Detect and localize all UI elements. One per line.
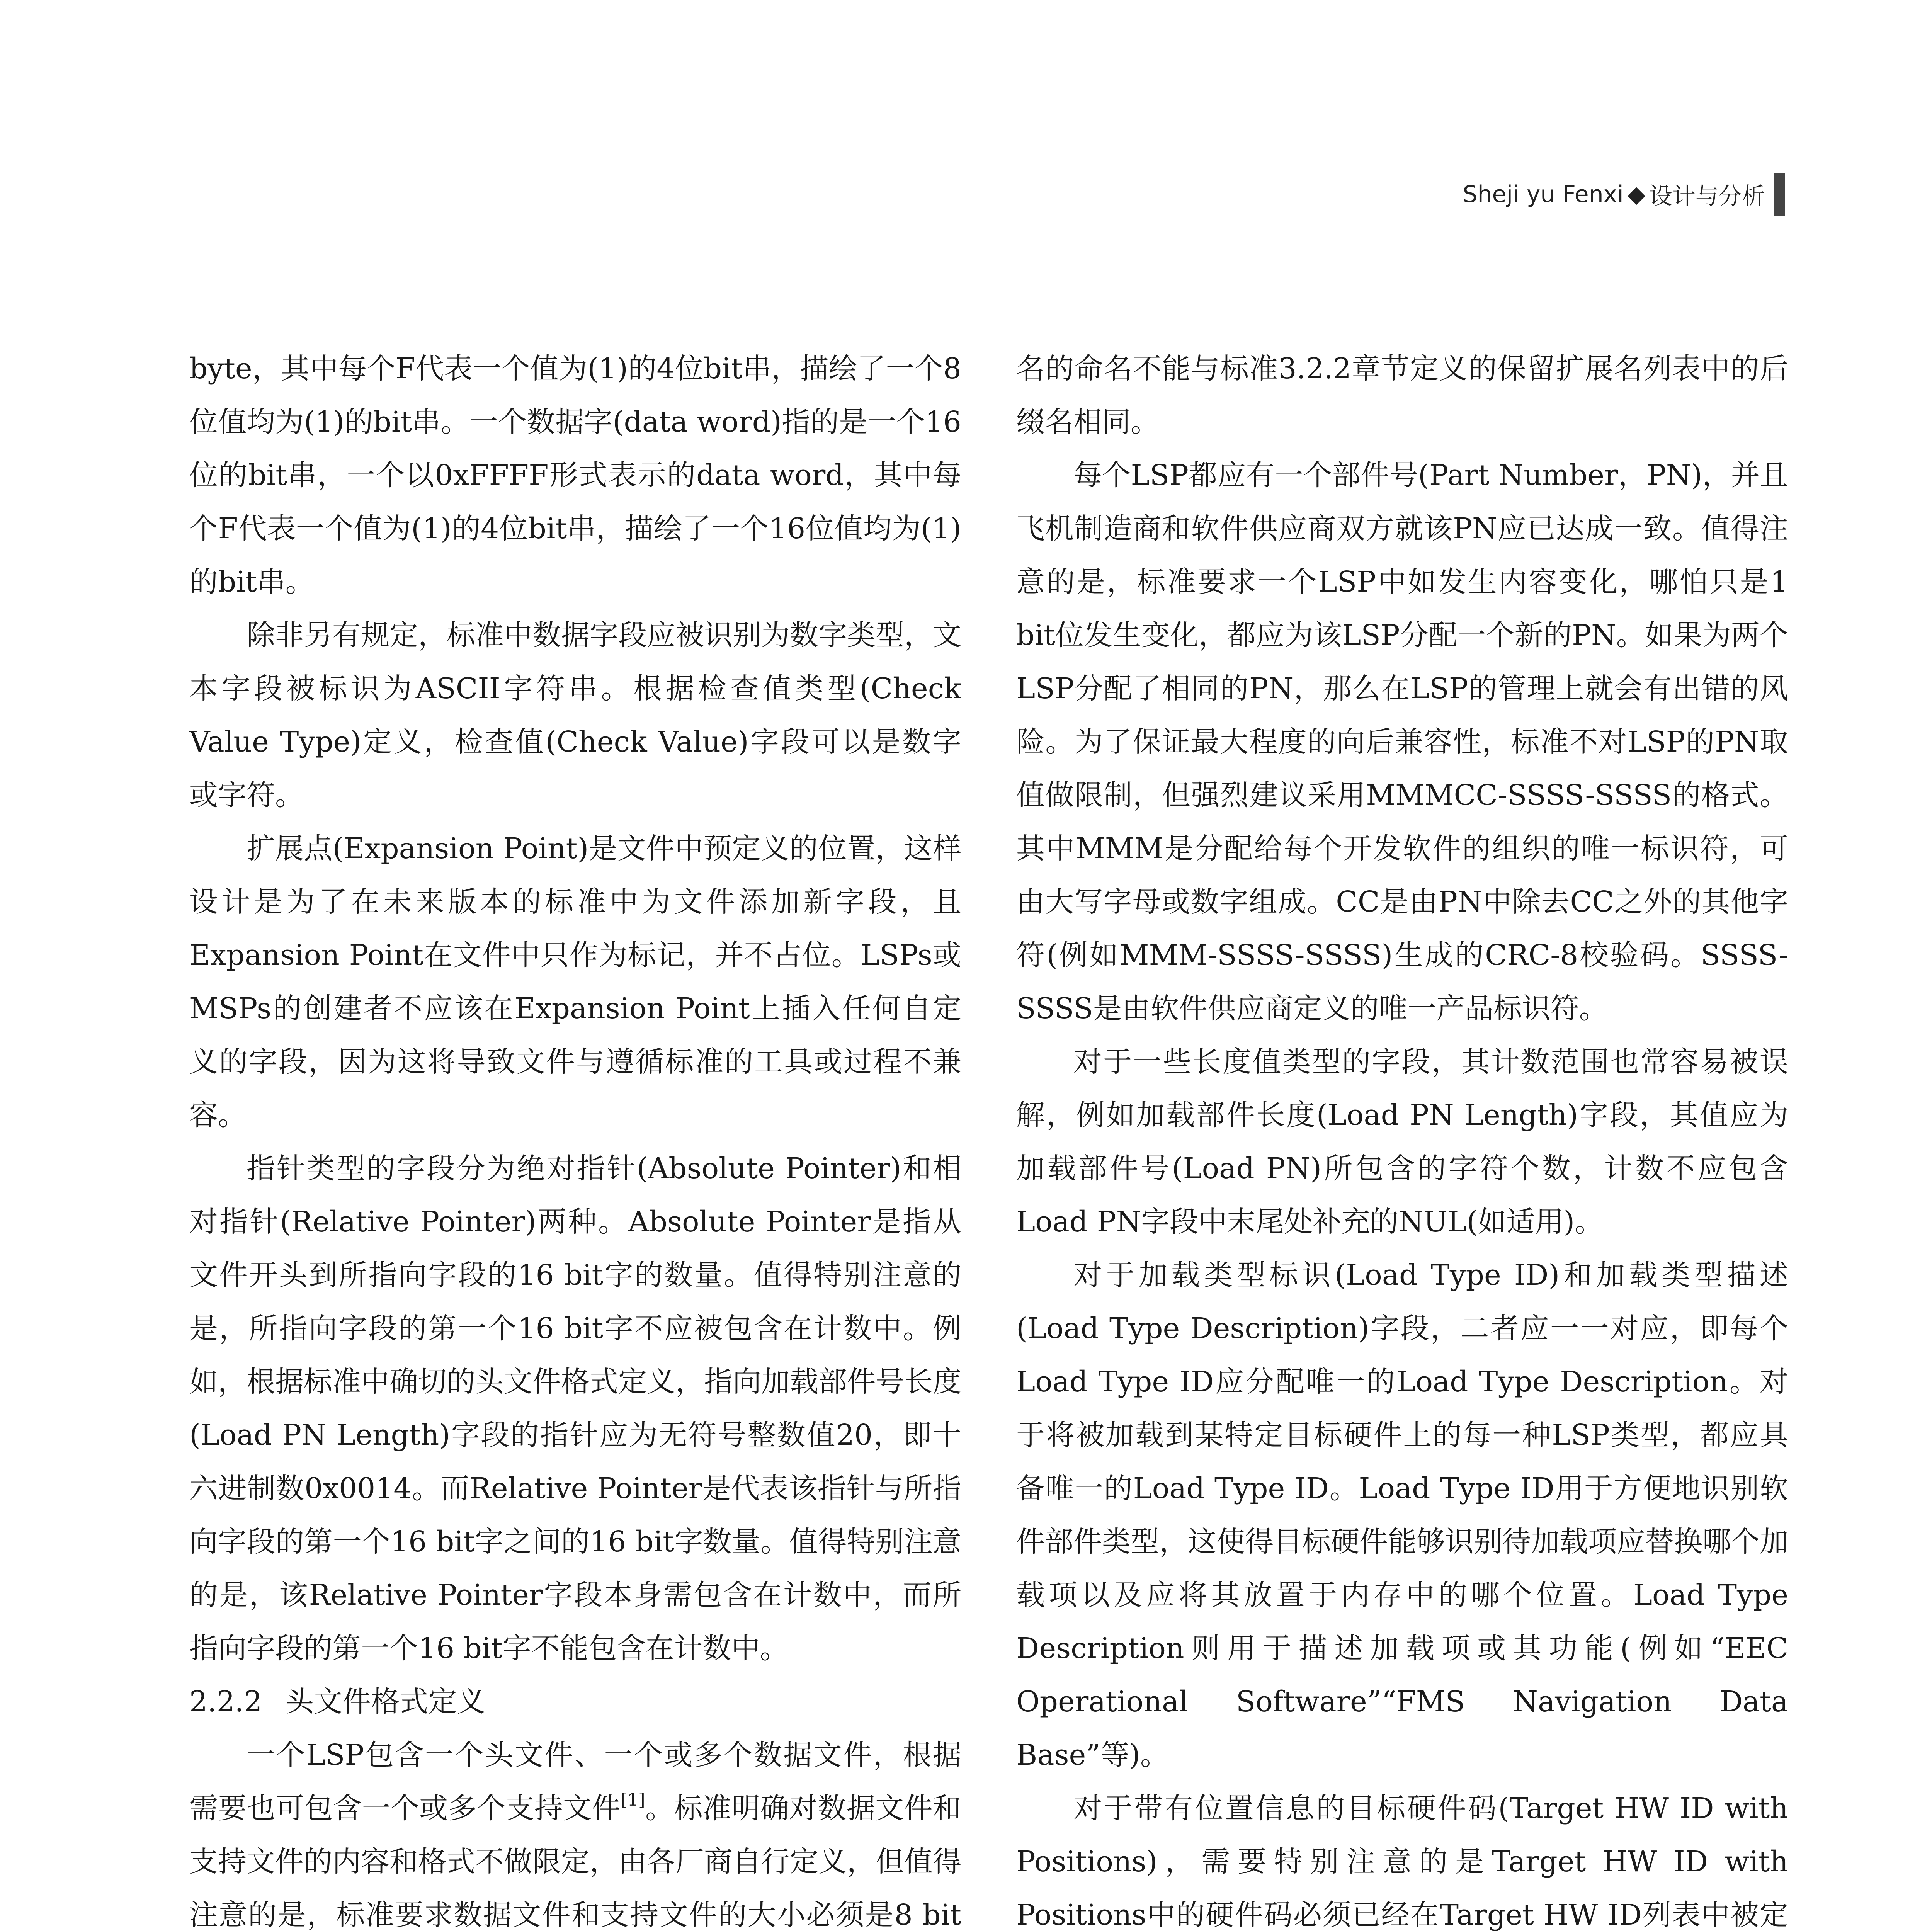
paragraph: 每个LSP都应有一个部件号(Part Number，PN)，并且飞机制造商和软件供应商双方就该PN应已达成一致。值得注意的是，标准要求一个LSP中如发生内容变化，哪怕只是1 bit位发生变化，都应为该LSP分配一个新的PN。如果为两个LSP分配了相同的PN，那么在LSP的管理上就会有出错的风险。为了保证最大程度的向后兼容性，标准不对LSP的PN取值做限制，但强烈建议采用MMMCC-SSSS-SSSS的格式。其中MMM是分配给每个开发软件的组织的唯一标识符，可由大写字母或数字组成。CC是由PN中除去CC之外的其他字符(例如MMM-SSSS-SSSS)生成的CRC-8校验码。SSSS-SSSS是由软件供应商定义的唯一产品标识符。 bbox=[1016, 459, 1788, 1025]
paragraph-text: 一个LSP包含一个头文件、一个或多个数据文件，根据需要也可包含一个或多个支持文件 bbox=[189, 1738, 961, 1825]
section-number: 2.2.2 bbox=[189, 1685, 262, 1718]
section-title: 头文件格式定义 bbox=[285, 1685, 486, 1718]
paragraph-text: 。标准明确对数据文件和支持文件的内容和格式不做限定，由各厂商自行定义，但值得注意的是，标准要求数据文件和支持文件的大小必须是8 bit bbox=[189, 1792, 961, 1932]
paragraph: 对于带有位置信息的目标硬件码(Target HW ID with Positions)，需要特别注意的是Target HW ID with Positions中的硬件码必须已经在Target HW ID列表中被定 bbox=[1016, 1792, 1788, 1932]
left-column bbox=[189, 342, 961, 1932]
paragraph: 指针类型的字段分为绝对指针(Absolute Pointer)和相对指针(Relative Pointer)两种。Absolute Pointer是指从文件开头到所指向字段的16 bit字的数量。值得特别注意的是，所指向字段的第一个16 bit字不应被包含在计数中。例如，根据标准中确切的头文件格式定义，指向加载部件号长度(Load PN Length)字段的指针应为无符号整数值20，即十六进制数0x0014。而Relative Pointer是代表该指针与所指向字段的第一个16 bit字之间的16 bit字数量。值得特别注意的是，该Relative Pointer字段本身需包含在计数中，而所指向字段的第一个16 bit字不能包含在计数中。 bbox=[189, 1152, 961, 1665]
diamond-icon: ◆ bbox=[1627, 181, 1645, 208]
right-column bbox=[1016, 342, 1788, 1932]
running-header bbox=[1376, 173, 1785, 216]
paragraph: byte，其中每个F代表一个值为(1)的4位bit串，描绘了一个8位值均为(1)的bit串。一个数据字(data word)指的是一个16位的bit串，一个以0xFFFF形式表示的data word，其中每个F代表一个值为(1)的4位bit串，描绘了一个16位值均为(1)的bit串。 bbox=[189, 352, 961, 599]
paragraph: 名的命名不能与标准3.2.2章节定义的保留扩展名列表中的后缀名相同。 bbox=[1016, 352, 1788, 439]
paragraph: 对于一些长度值类型的字段，其计数范围也常容易被误解，例如加载部件长度(Load PN Length)字段，其值应为加载部件号(Load PN)所包含的字符个数，计数不应包含Load PN字段中末尾处补充的NUL(如适用)。 bbox=[1016, 1045, 1788, 1238]
paragraph: 扩展点(Expansion Point)是文件中预定义的位置，这样设计是为了在未来版本的标准中为文件添加新字段，且Expansion Point在文件中只作为标记，并不占位。LSPs或MSPs的创建者不应该在Expansion Point上插入任何自定义的字段，因为这将导致文件与遵循标准的工具或过程不兼容。 bbox=[189, 832, 961, 1132]
header-bar-decoration bbox=[1774, 173, 1785, 216]
citation-ref: [1] bbox=[620, 1789, 645, 1810]
section-heading bbox=[189, 1675, 961, 1728]
header-pinyin: Sheji yu Fenxi bbox=[1463, 181, 1624, 208]
paragraph: 除非另有规定，标准中数据字段应被识别为数字类型，文本字段被标识为ASCII字符串。根据检查值类型(Check Value Type)定义，检查值(Check Value)字段可以是数字或字符。 bbox=[189, 619, 961, 812]
header-section-title: 设计与分析 bbox=[1649, 183, 1765, 210]
paragraph bbox=[189, 1728, 961, 1932]
paragraph: 对于加载类型标识(Load Type ID)和加载类型描述(Load Type Description)字段，二者应一一对应，即每个Load Type ID应分配唯一的Load Type Description。对于将被加载到某特定目标硬件上的每一种LSP类型，都应具备唯一的Load Type ID。Load Type ID用于方便地识别软件部件类型，这使得目标硬件能够识别待加载项应替换哪个加载项以及应将其放置于内存中的哪个位置。Load Type Description则用于描述加载项或其功能(例如“EEC Operational Software”“FMS Navigation Data Base”等)。 bbox=[1016, 1259, 1788, 1772]
